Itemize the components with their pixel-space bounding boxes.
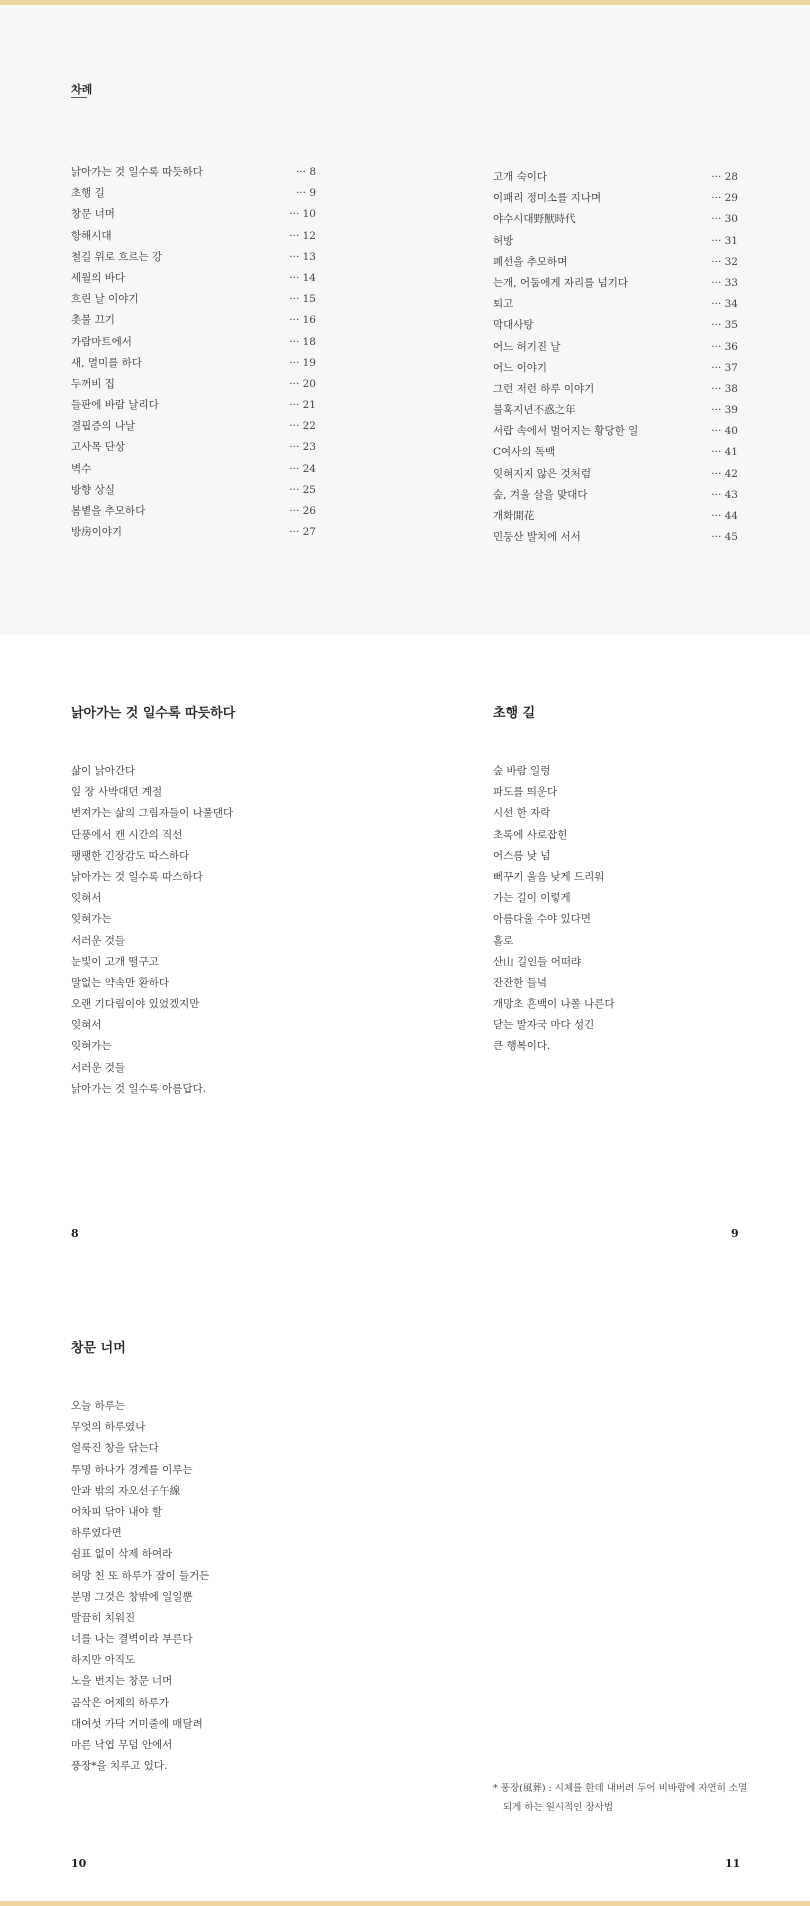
poem-line: 안과 밖의 자오선子午線 <box>71 1484 181 1497</box>
toc-entry <box>71 226 316 247</box>
toc-entry <box>71 416 316 437</box>
poem-line: 눈빛이 고개 떨구고 <box>71 955 159 968</box>
toc-entry-page: ··· 37 <box>711 361 738 374</box>
toc-entry-page: ··· 26 <box>289 505 316 517</box>
poem-line: 팽팽한 긴장감도 따스하다 <box>71 849 190 862</box>
toc-entry-title: 세월의 바다 <box>71 271 126 284</box>
toc-entry <box>71 459 316 480</box>
toc-entry <box>71 501 316 522</box>
poem-line: 잎 장 사박대던 계절 <box>71 786 163 799</box>
toc-entry <box>493 231 738 252</box>
toc-entry-title: 초행 길 <box>71 187 105 200</box>
poem-line: 대여섯 가닥 거미줄에 매달려 <box>71 1717 203 1730</box>
page-spread-8-9 <box>0 635 810 1270</box>
toc-entry-title: 벽수 <box>71 462 92 475</box>
toc-column-right <box>493 167 738 548</box>
toc-entry-page: ··· 33 <box>711 276 738 289</box>
toc-entry-title: 민둥산 발치에 서서 <box>493 531 581 544</box>
toc-entry-title: 새, 멸미를 하다 <box>71 356 142 369</box>
toc-entry <box>493 400 738 421</box>
toc-entry <box>71 437 316 458</box>
poem-line: 닫는 발자국 마다 성긴 <box>493 1019 595 1032</box>
toc-entry-title: 가람마트에서 <box>71 335 132 348</box>
toc-entry-page: ··· 12 <box>289 229 316 242</box>
toc-entry <box>493 358 738 379</box>
toc-entry-title: 항해시대 <box>71 229 112 242</box>
toc-entry-page: ··· 31 <box>711 234 738 247</box>
toc-entry <box>71 268 316 289</box>
page-9-poem <box>493 761 615 1058</box>
toc-entry-title: 두꺼비 집 <box>71 377 115 390</box>
poem-line: 하루였다면 <box>71 1527 122 1540</box>
toc-entry-title: 야수시대野獸時代 <box>493 213 576 226</box>
toc-entry-title: 결핍증의 나날 <box>71 420 136 433</box>
toc-entry <box>71 310 316 331</box>
poem-line: 서러운 것들 <box>71 1061 126 1074</box>
toc-entry <box>71 247 316 268</box>
toc-entry-title: 낡아가는 것 일수록 따듯하다 <box>71 166 203 178</box>
toc-entry <box>493 337 738 358</box>
toc-entry-page: ··· 9 <box>295 187 316 200</box>
poem-line: 풍장*을 치루고 있다. <box>71 1760 168 1773</box>
poem-line: 잔잔한 들녘 <box>493 976 548 989</box>
toc-entry-page: ··· 40 <box>711 425 738 438</box>
poem-line: 얼룩진 창을 닦는다 <box>71 1442 159 1455</box>
toc-entry-page: ··· 8 <box>295 166 316 178</box>
poem-line: 어스름 낮 넘 <box>493 849 551 862</box>
toc-entry-title: 그런 저런 하루 이야기 <box>493 382 595 395</box>
toc-entry-page: ··· 30 <box>711 213 738 226</box>
toc-entry-page: ··· 18 <box>289 335 316 348</box>
page-number-9: 9 <box>731 1227 739 1240</box>
toc-entry-title: 서랍 속에서 벌어지는 황당한 일 <box>493 425 639 438</box>
poem-line: 홀로 <box>493 934 514 947</box>
poem-line: 노을 번지는 창문 너머 <box>71 1675 173 1688</box>
toc-entry-title: 봄볕을 추모하다 <box>71 505 146 517</box>
poem-line: 뻐꾸기 울음 낮게 드리워 <box>493 870 605 883</box>
poem-line: 허망 친 또 하루가 잠이 들거든 <box>71 1569 210 1582</box>
toc-entry-page: ··· 44 <box>711 510 738 522</box>
poem-line: 무엇의 하루였나 <box>71 1421 146 1434</box>
toc-entry <box>71 332 316 353</box>
toc-entry-title: 창문 너머 <box>71 208 115 221</box>
toc-entry-page: ··· 41 <box>711 446 738 459</box>
poem-line: 서러운 것들 <box>71 934 126 947</box>
toc-entry-title: 방房이야기 <box>71 526 123 539</box>
poem-line: 하지만 아직도 <box>71 1654 136 1667</box>
toc-entry-title: 허방 <box>493 234 514 247</box>
toc-entry <box>493 273 738 294</box>
poem-line: 시선 한 자락 <box>493 807 551 820</box>
poem-line: 쉼표 없이 삭제 하여라 <box>71 1548 173 1561</box>
toc-entry-page: ··· 45 <box>711 531 738 544</box>
toc-entry <box>71 374 316 395</box>
toc-entry-page: ··· 23 <box>289 441 316 454</box>
toc-heading-underline <box>71 97 87 98</box>
poem-line: 아름다울 수야 있다면 <box>493 913 591 926</box>
poem-line: 말끔히 치워진 <box>71 1611 136 1624</box>
poem-line: 산山 길인들 어떠랴 <box>493 955 582 968</box>
toc-entry-page: ··· 21 <box>289 399 316 412</box>
toc-entry-page: ··· 13 <box>289 250 316 263</box>
toc-entry-title: 이패리 정미소를 지나며 <box>493 192 602 205</box>
toc-entry <box>493 527 738 548</box>
toc-entry-page: ··· 16 <box>289 314 316 327</box>
poem-line: 파도를 띄운다 <box>493 786 558 799</box>
toc-entry-title: 흐린 날 이야기 <box>71 293 139 306</box>
toc-entry-page: ··· 25 <box>289 483 316 496</box>
toc-entry <box>493 506 738 527</box>
toc-entry-page: ··· 38 <box>711 382 738 395</box>
poem-line: 어차피 닦아 내야 할 <box>71 1505 163 1518</box>
toc-entry-page: ··· 39 <box>711 404 738 417</box>
toc-entry-title: 퇴고 <box>493 298 514 311</box>
poem-line: 너를 나는 결벽이라 부른다 <box>71 1633 193 1646</box>
page-8-title: 낡아가는 것 일수록 따듯하다 <box>71 706 236 721</box>
toc-entry-title: 철길 위로 흐르는 강 <box>71 250 163 263</box>
poem-line: 오늘 하루는 <box>71 1400 126 1412</box>
poem-line: 삶이 낡아간다 <box>71 765 136 777</box>
toc-entry-page: ··· 20 <box>289 377 316 390</box>
poem-line: 잊혀서 <box>71 1019 102 1032</box>
toc-entry <box>71 395 316 416</box>
toc-entry <box>493 252 738 273</box>
toc-entry-page: ··· 34 <box>711 298 738 311</box>
toc-entry-title: 어느 허기진 날 <box>493 340 561 353</box>
toc-entry-page: ··· 43 <box>711 488 738 501</box>
toc-entry <box>493 464 738 485</box>
poem-line: 말없는 약속만 환하다 <box>71 976 169 989</box>
toc-entry <box>493 188 738 209</box>
toc-entry-page: ··· 35 <box>711 319 738 332</box>
page-10-poem <box>71 1396 209 1777</box>
toc-entry-title: 방향 상실 <box>71 483 115 496</box>
toc-entry-title: 어느 이야기 <box>493 361 548 374</box>
page-number-11: 11 <box>725 1857 741 1870</box>
footnote-line-2: 되게 하는 원시적인 장사법 <box>503 1802 614 1813</box>
toc-entry <box>71 480 316 501</box>
page-number-10: 10 <box>71 1857 87 1870</box>
toc-entry <box>493 209 738 230</box>
toc-entry-page: ··· 27 <box>289 526 316 539</box>
poem-line: 잊혀서 <box>71 892 102 905</box>
toc-entry <box>493 379 738 400</box>
toc-entry-title: 고사목 단상 <box>71 441 126 454</box>
poem-line: 분명 그것은 창밖에 일일뿐 <box>71 1590 193 1603</box>
page-number-8: 8 <box>71 1227 79 1240</box>
toc-entry-title: C여사의 독백 <box>493 446 556 459</box>
footnote-line-1: * 풍장(風葬) : 시체를 한데 내버려 두어 비바람에 자연히 소멸 <box>493 1783 748 1794</box>
toc-entry-page: ··· 28 <box>711 171 738 183</box>
toc-entry-page: ··· 32 <box>711 255 738 268</box>
toc-entry <box>493 442 738 463</box>
toc-entry-title: 폐선을 추모하며 <box>493 255 568 268</box>
toc-entry <box>71 183 316 204</box>
toc-entry-page: ··· 10 <box>289 208 316 221</box>
poem-line: 투명 하나가 경계를 이루는 <box>71 1463 193 1476</box>
page-11-footnote <box>493 1779 747 1817</box>
toc-entry <box>493 315 738 336</box>
poem-line: 오랜 기다림이야 있었겠지만 <box>71 998 200 1011</box>
poem-line: 개망초 흔백이 나폴 나른다 <box>493 998 615 1011</box>
toc-column-left <box>71 162 316 543</box>
toc-entry <box>71 289 316 310</box>
toc-entry-page: ··· 19 <box>289 356 316 369</box>
poem-line: 낡아가는 것 일수록 따스하다 <box>71 870 203 883</box>
toc-entry-page: ··· 42 <box>711 467 738 480</box>
toc-entry <box>493 485 738 506</box>
toc-entry-title: 촛불 끄기 <box>71 314 115 327</box>
poem-line: 초록에 사로잡힌 <box>493 828 568 841</box>
toc-entry <box>71 162 316 183</box>
toc-entry-title: 잊혀지지 않은 것처럼 <box>493 467 591 480</box>
page-8-poem <box>71 761 233 1100</box>
page-9-title: 초행 길 <box>493 706 536 721</box>
toc-entry-page: ··· 14 <box>289 271 316 284</box>
toc-entry-title: 불혹지년不惑之年 <box>493 404 576 417</box>
toc-entry <box>71 353 316 374</box>
toc-entry-page: ··· 36 <box>711 340 738 353</box>
poem-line: 잊혀가는 <box>71 913 112 926</box>
page-10-title: 창문 너머 <box>71 1341 126 1356</box>
toc-entry-title: 들판에 바람 날리다 <box>71 399 159 412</box>
toc-entry-title: 막대사탕 <box>493 319 534 332</box>
toc-entry <box>493 294 738 315</box>
poem-line: 단풍에서 캔 시간의 직선 <box>71 828 183 841</box>
table-of-contents <box>0 5 810 635</box>
toc-entry-page: ··· 29 <box>711 192 738 205</box>
toc-entry-page: ··· 22 <box>289 420 316 433</box>
poem-line: 낡아가는 것 일수록 아름답다. <box>71 1082 207 1095</box>
poem-line: 마른 낙엽 무덤 안에서 <box>71 1739 173 1751</box>
poem-line: 큰 행복이다. <box>493 1040 551 1053</box>
toc-heading: 차례 <box>71 83 93 96</box>
toc-entry-page: ··· 15 <box>289 293 316 306</box>
toc-entry-title: 는개, 어둠에게 자리를 넘기다 <box>493 276 629 289</box>
toc-entry <box>71 204 316 225</box>
poem-line: 번져가는 삶의 그림자들이 나풀댄다 <box>71 807 234 820</box>
poem-line: 숲 바람 일렁 <box>493 765 551 777</box>
poem-line: 곰삭은 어제의 하루가 <box>71 1696 169 1709</box>
bottom-accent-bar <box>0 1901 810 1906</box>
poem-line: 잊혀가는 <box>71 1040 112 1053</box>
toc-entry-title: 숲, 겨울 살을 맞대다 <box>493 488 588 501</box>
page-spread-10-11 <box>0 1270 810 1901</box>
poem-line: 가는 길이 이렇게 <box>493 892 571 905</box>
toc-entry <box>493 167 738 188</box>
toc-entry-title: 개화開花 <box>493 510 535 522</box>
toc-entry <box>493 421 738 442</box>
toc-entry-title: 고개 숙이다 <box>493 171 548 183</box>
toc-entry <box>71 522 316 543</box>
toc-entry-page: ··· 24 <box>289 462 316 475</box>
